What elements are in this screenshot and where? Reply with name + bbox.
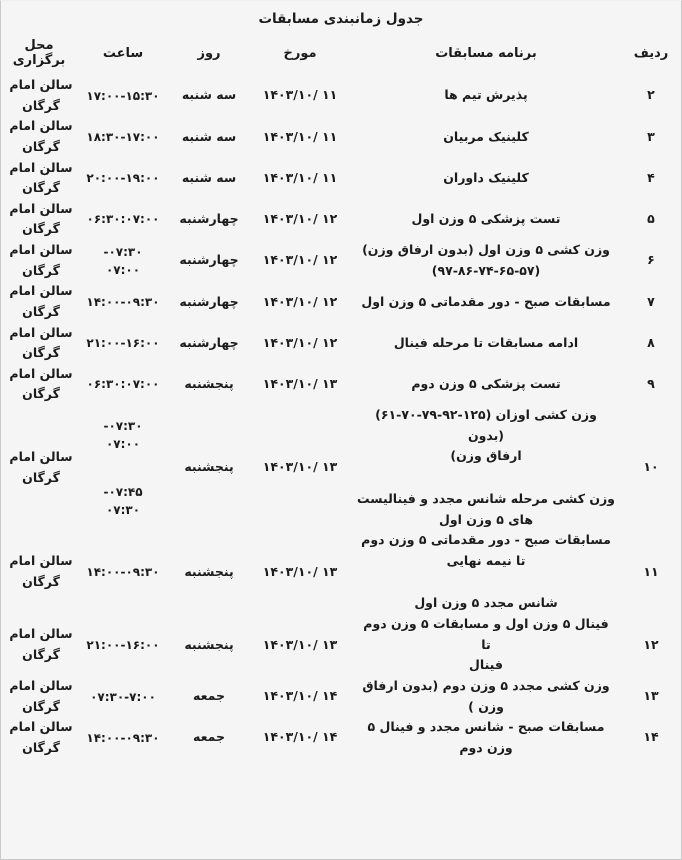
cell-time: ۲۱:۰۰-۱۶:۰۰ (86, 637, 160, 652)
cell-row-number: ۱۰ (643, 459, 659, 475)
cell-time: ۲۱:۰۰-۱۶:۰۰ (86, 336, 160, 351)
cell-program: مسابقات صبح - دور مقدماتی ۵ وزن اول (361, 293, 611, 309)
cell-day: جمعه (192, 729, 226, 745)
cell-time: ۱۴:۰۰-۰۹:۳۰ (86, 294, 160, 309)
page-title: جدول زمانبندی مسابقات (258, 11, 424, 27)
column-header-time: ساعت (102, 45, 144, 61)
table-row (1, 199, 681, 240)
cell-row-number: ۱۱ (643, 563, 659, 579)
cell-time: ۱۴:۰۰-۰۹:۳۰ (86, 565, 160, 580)
cell-row-number: ۳ (647, 128, 655, 144)
cell-day: پنجشنبه (184, 563, 234, 579)
cell-date: ۱۳ /۱۴۰۳/۱۰ (262, 563, 338, 579)
cell-time: ۱۸:۳۰-۱۷:۰۰ (86, 129, 160, 144)
header-row (1, 31, 681, 75)
cell-row-number: ۶ (647, 252, 655, 268)
cell-day: چهارشنبه (179, 334, 239, 350)
cell-day: پنجشنبه (184, 376, 234, 392)
cell-program: تست پزشکی ۵ وزن دوم (411, 376, 561, 392)
cell-date: ۱۲ /۱۴۰۳/۱۰ (262, 252, 338, 268)
cell-date: ۱۳ /۱۴۰۳/۱۰ (262, 376, 338, 392)
table-row (1, 240, 681, 281)
cell-venue: سالن امام گرگان (9, 118, 73, 154)
table-row (1, 614, 681, 676)
table-row (1, 75, 681, 116)
cell-day: پنجشنبه (184, 636, 234, 652)
cell-venue: سالن امام گرگان (9, 242, 73, 278)
cell-program: وزن کشی مجدد ۵ وزن دوم (بدون ارفاق وزن ) (362, 677, 610, 714)
cell-row-number: ۱۳ (643, 688, 659, 704)
cell-time: ۱۷:۰۰-۱۵:۳۰ (86, 88, 160, 103)
cell-venue: سالن امام گرگان (9, 719, 73, 755)
cell-time: ۰۷:۳۰- ۰۷:۰۰ ۰۷:۴۵- ۰۷:۳۰ (103, 418, 143, 517)
cell-venue: سالن امام گرگان (9, 677, 73, 714)
table-row (1, 717, 681, 758)
table-row (1, 364, 681, 405)
table-header (1, 31, 681, 75)
cell-time: ۰۷:۳۰-۷:۰۰ (90, 689, 156, 704)
cell-venue: سالن امام گرگان (9, 283, 73, 319)
column-header-program: برنامه مسابقات (435, 45, 537, 61)
cell-program: فینال ۵ وزن اول و مسابقات ۵ وزن دوم تا فینال (363, 616, 609, 673)
table-row (1, 323, 681, 364)
cell-program: مسابقات صبح - دور مقدماتی ۵ وزن دوم تا نیمه نهایی شانس مجدد ۵ وزن اول (361, 532, 611, 611)
cell-venue: سالن امام گرگان (9, 553, 73, 590)
cell-row-number: ۸ (647, 334, 655, 350)
cell-date: ۱۱ /۱۴۰۳/۱۰ (262, 128, 338, 144)
cell-day: چهارشنبه (179, 252, 239, 268)
cell-row-number: ۱۲ (643, 636, 659, 652)
cell-venue: سالن امام گرگان (9, 448, 73, 485)
cell-row-number: ۹ (647, 376, 655, 392)
cell-date: ۱۲ /۱۴۰۳/۱۰ (262, 211, 338, 227)
cell-program: وزن کشی ۵ وزن اول (بدون ارفاق وزن) (۹۷-۸۶-۷۴-۶۵-۵۷) (362, 242, 610, 278)
cell-program: ادامه مسابقات تا مرحله فینال (393, 334, 579, 350)
cell-time: ۱۴:۰۰-۰۹:۳۰ (86, 730, 160, 745)
column-header-radif: ردیف (633, 45, 669, 61)
cell-row-number: ۵ (647, 211, 655, 227)
column-header-venue: محل برگزاری (12, 38, 66, 68)
cell-date: ۱۳ /۱۴۰۳/۱۰ (262, 459, 338, 475)
schedule-table (1, 31, 681, 758)
cell-venue: سالن امام گرگان (9, 77, 73, 113)
cell-date: ۱۴ /۱۴۰۳/۱۰ (262, 688, 338, 704)
cell-program: کلینیک مربیان (443, 128, 529, 144)
cell-time: ۲۰:۰۰-۱۹:۰۰ (86, 171, 160, 186)
column-header-date: مورخ (283, 45, 317, 61)
cell-day: سه شنبه (181, 87, 237, 103)
cell-date: ۱۱ /۱۴۰۳/۱۰ (262, 87, 338, 103)
cell-row-number: ۴ (647, 169, 655, 185)
cell-row-number: ۷ (647, 293, 655, 309)
cell-program: تست پزشکی ۵ وزن اول (411, 211, 561, 227)
cell-program: پذیرش تیم ها (444, 87, 528, 103)
table-body (1, 75, 681, 758)
table-row (1, 530, 681, 614)
cell-program: وزن کشی اوزان (۱۲۵-۹۲-۷۹-۷۰-۶۱) (بدون ارفاق وزن) وزن کشی مرحله شانس مجدد و فینالیست های ۵ وزن اول (357, 407, 615, 527)
cell-date: ۱۲ /۱۴۰۳/۱۰ (262, 293, 338, 309)
cell-day: جمعه (192, 688, 226, 704)
cell-time: ۰۷:۳۰- ۰۷:۰۰ (103, 244, 143, 277)
cell-row-number: ۱۴ (643, 729, 659, 745)
cell-date: ۱۳ /۱۴۰۳/۱۰ (262, 636, 338, 652)
cell-venue: سالن امام گرگان (9, 324, 73, 361)
cell-day: پنجشنبه (184, 459, 234, 475)
table-row (1, 281, 681, 322)
table-row (1, 405, 681, 530)
table-row (1, 676, 681, 717)
cell-venue: سالن امام گرگان (9, 159, 73, 196)
cell-time: ۰۶:۳۰:۰۷:۰۰ (86, 212, 160, 227)
table-row (1, 116, 681, 157)
cell-day: سه شنبه (181, 128, 237, 144)
cell-day: چهارشنبه (179, 293, 239, 309)
cell-date: ۱۴ /۱۴۰۳/۱۰ (262, 729, 338, 745)
cell-time: ۰۶:۳۰:۰۷:۰۰ (86, 377, 160, 392)
table-row (1, 158, 681, 199)
cell-date: ۱۲ /۱۴۰۳/۱۰ (262, 334, 338, 350)
cell-program: کلینیک داوران (443, 169, 529, 185)
cell-program: مسابقات صبح - شانس مجدد و فینال ۵ وزن دوم (367, 719, 605, 755)
cell-venue: سالن امام گرگان (9, 365, 73, 402)
cell-date: ۱۱ /۱۴۰۳/۱۰ (262, 169, 338, 185)
cell-row-number: ۲ (647, 87, 655, 103)
cell-day: چهارشنبه (179, 211, 239, 227)
cell-venue: سالن امام گرگان (9, 626, 73, 662)
cell-venue: سالن امام گرگان (9, 200, 73, 237)
column-header-day: روز (197, 45, 221, 61)
cell-day: سه شنبه (181, 169, 237, 185)
